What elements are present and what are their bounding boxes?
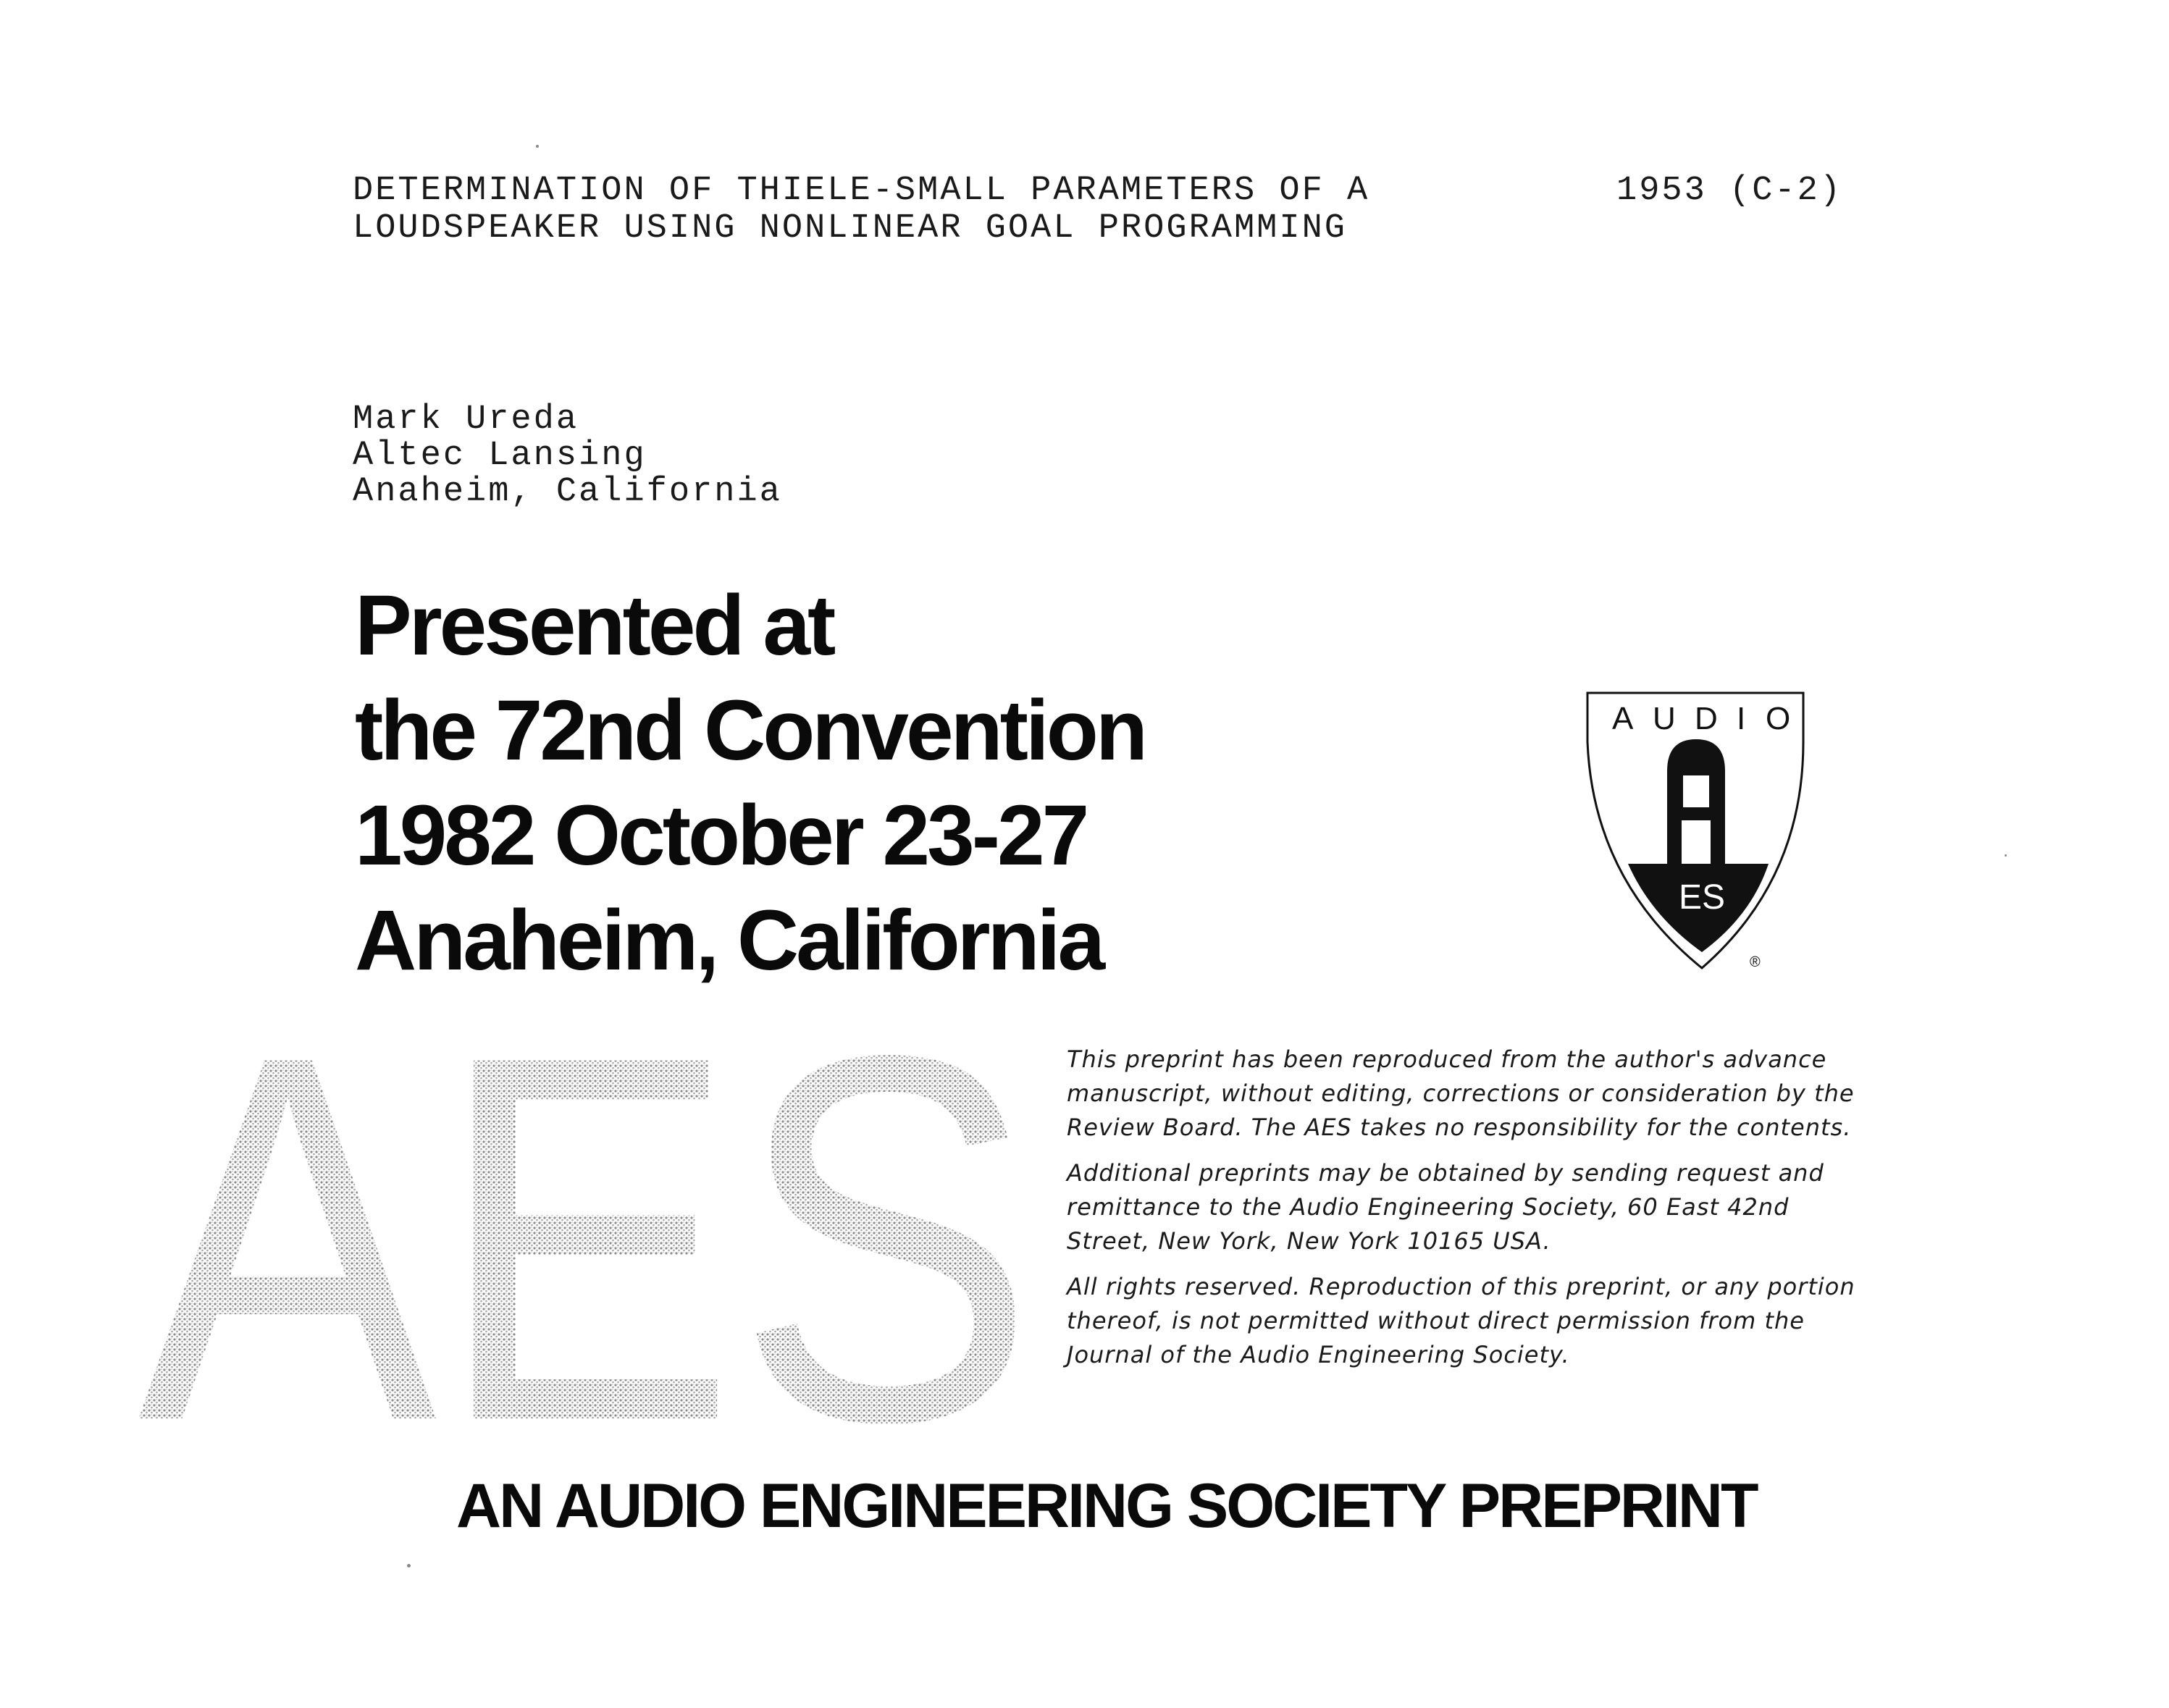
logo-letter-i: I: [1737, 701, 1746, 736]
author-block: [353, 402, 782, 510]
aes-shield-logo: [1586, 691, 1818, 981]
presentation-line-3: 1982 October 23-27: [355, 788, 1087, 883]
scan-speck: [2005, 854, 2007, 857]
logo-letter-u: U: [1653, 701, 1676, 736]
preprint-number: 1953 (C-2): [1616, 172, 1843, 210]
logo-letter-d: D: [1695, 701, 1718, 736]
logo-letter-o: O: [1766, 701, 1791, 736]
footer-title: AN AUDIO ENGINEERING SOCIETY PREPRINT: [456, 1471, 1757, 1541]
logo-es-text: ES: [1678, 878, 1726, 917]
presentation-line-1: Presented at: [355, 578, 834, 673]
registered-mark: ®: [1750, 954, 1761, 970]
scan-speck: [536, 145, 539, 148]
author-affiliation: Altec Lansing: [353, 437, 647, 475]
disclaimer-paragraph-1: This preprint has been reproduced from the author's advance manuscript, without editing, corrections or consideration by the Review Board. The AES takes no responsibility for the contents.: [1067, 1046, 1855, 1141]
disclaimer-paragraph-3: All rights reserved. Reproduction of this preprint, or any portion thereof, is not permitted without direct permission from the Journal of the Audio Engineering Society.: [1067, 1273, 1855, 1368]
big-aes-text: AES: [138, 1014, 1036, 1441]
author-name: Mark Ureda: [353, 400, 579, 439]
presentation-block: [355, 573, 1145, 993]
presentation-line-4: Anaheim, California: [355, 893, 1103, 988]
presentation-line-2: the 72nd Convention: [355, 683, 1145, 778]
disclaimer-paragraph-2: Additional preprints may be obtained by sending request and remittance to the Audio Engineering Society, 60 East 42nd Street, New York, New York 10165 USA.: [1067, 1159, 1824, 1255]
disclaimer: [1067, 1043, 1878, 1384]
aes-halftone-letters: [138, 1014, 1043, 1441]
paper-title-line-2: LOUDSPEAKER USING NONLINEAR GOAL PROGRAMMING: [353, 209, 1348, 248]
author-location: Anaheim, California: [353, 473, 782, 511]
paper-title: [353, 172, 1369, 248]
logo-letter-a: A: [1612, 701, 1634, 736]
paper-title-line-1: DETERMINATION OF THIELE-SMALL PARAMETERS OF A: [353, 172, 1370, 210]
scan-speck: [407, 1564, 411, 1568]
